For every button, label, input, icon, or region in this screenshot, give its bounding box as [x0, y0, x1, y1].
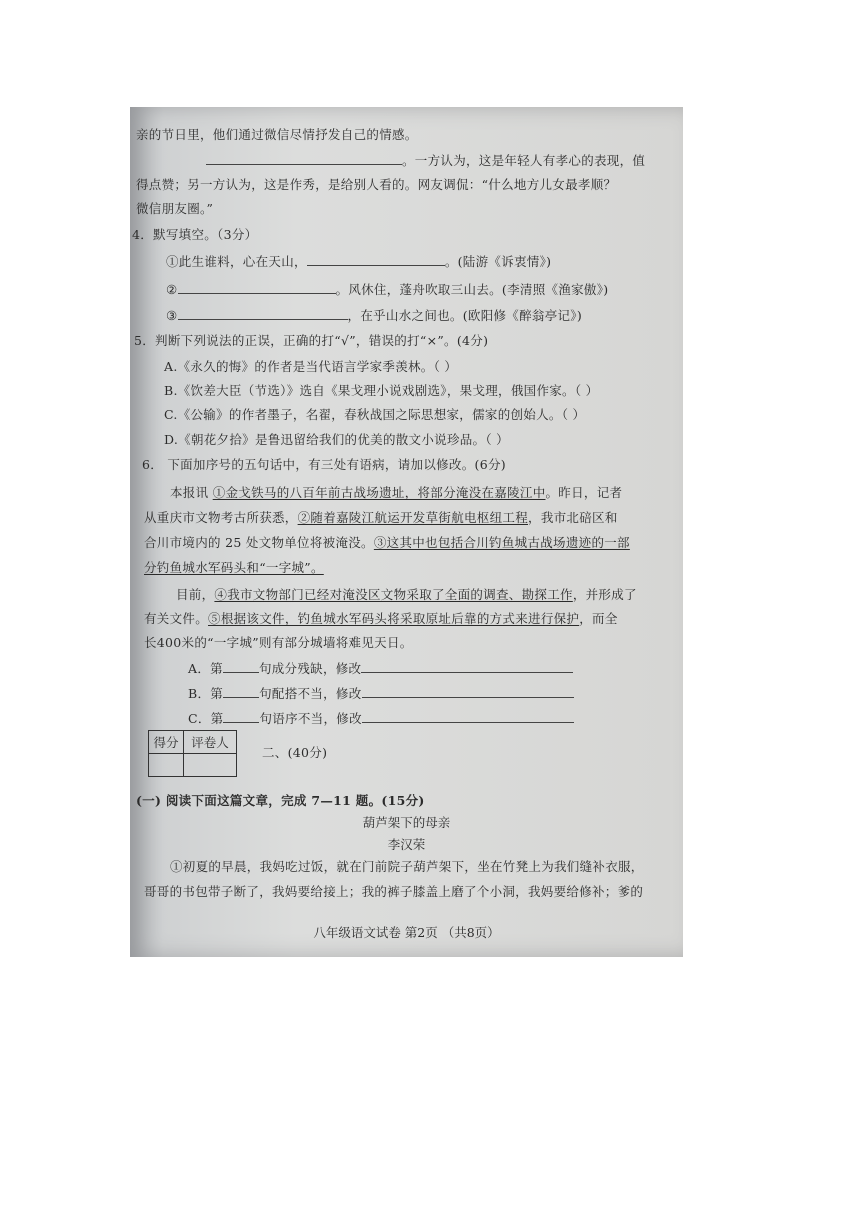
q4-item-2: [166, 281, 608, 298]
q6-para1-line4: [144, 560, 324, 576]
intro-line-2-text: 。一方认为，这是年轻人有孝心的表现，值: [402, 153, 646, 168]
q6-text: ，并形成了: [572, 587, 637, 602]
q4-item-1-after: 。(陆游《诉衷情》): [444, 254, 552, 269]
sentence-2: ②随着嘉陵江航运开发草街航电枢纽工程: [297, 510, 529, 525]
q6-para1-line1: [170, 485, 622, 501]
q6-text: ，而全: [579, 611, 618, 626]
answer-blank[interactable]: [362, 685, 574, 698]
q6-text: ，我市北碚区和: [528, 510, 618, 525]
q5-option-b: B.《饮差大臣（节选）》选自《果戈理小说戏剧选》，果戈理，俄国作家。（ ）: [164, 383, 599, 398]
page-footer: 八年级语文试卷 第2页 （共8页）: [313, 925, 500, 940]
q4-title: 4．默写填空。（3分）: [132, 227, 258, 242]
score-cell[interactable]: [149, 754, 184, 777]
article-author: 李汉荣: [387, 837, 426, 852]
answer-label: A．第: [188, 661, 223, 676]
answer-text: 句配搭不当，修改: [259, 686, 362, 701]
reading-instruction: (一) 阅读下面这篇文章，完成 7—11 题。(15分): [136, 793, 425, 808]
answer-blank[interactable]: [178, 307, 348, 320]
sentence-5: ⑤根据该文件，钓鱼城水军码头将采取原址后靠的方式来进行保护: [208, 611, 580, 626]
q6-text: 从重庆市文物考古所获悉，: [144, 510, 298, 525]
answer-text: 句成分残缺，修改: [258, 661, 362, 676]
q4-item-2-after: 。风休住，蓬舟吹取三山去。(李清照《渔家傲》): [335, 282, 609, 297]
intro-line-1: 亲的节日里，他们通过微信尽情抒发自己的情感。: [136, 127, 418, 142]
intro-line-3: 得点赞；另一方认为，这是作秀，是给别人看的。网友调侃：“什么地方儿女最孝顺？: [136, 177, 617, 192]
q5-title: 5．判断下列说法的正误，正确的打“√”，错误的打“×”。(4分): [134, 333, 489, 348]
answer-blank[interactable]: [361, 660, 573, 673]
q5-option-c: C.《公输》的作者墨子，名翟，春秋战国之际思想家，儒家的创始人。（ ）: [164, 407, 586, 422]
answer-text: 句语序不当，修改: [259, 711, 362, 726]
q4-item-3-after: ，在乎山水之间也。(欧阳修《醉翁亭记》): [347, 308, 583, 323]
answer-label: C．第: [188, 711, 224, 726]
q6-tail: 。昨日，记者: [545, 485, 623, 500]
sentence-3-cont: 分钓鱼城水军码头和“一字城”。: [144, 560, 324, 575]
article-title: 葫芦架下的母亲: [362, 815, 451, 830]
answer-blank[interactable]: [206, 152, 402, 165]
q6-answer-b: [188, 685, 574, 702]
answer-blank[interactable]: [223, 660, 259, 673]
q6-answer-a: [188, 660, 573, 677]
q5-option-a: A.《永久的悔》的作者是当代语言学家季羡林。（ ）: [164, 359, 458, 374]
exam-page: [130, 107, 683, 957]
section-2-title: 二、(40分): [262, 745, 328, 760]
score-header: 得分: [149, 731, 184, 754]
q6-answer-c: [188, 710, 574, 727]
answer-blank[interactable]: [223, 685, 259, 698]
score-box: [148, 730, 237, 777]
q4-item-3: [166, 307, 582, 324]
grader-cell[interactable]: [184, 754, 237, 777]
q4-item-1-before: ①此生谁料，心在天山，: [166, 254, 307, 269]
q6-para1-line2: [144, 510, 618, 526]
answer-blank[interactable]: [362, 710, 574, 723]
q6-text: 合川市境内的 25 处文物单位将被淹没。: [144, 535, 374, 550]
q6-para1-line3: [144, 535, 630, 551]
intro-line-4: 微信朋友圈。”: [136, 201, 214, 216]
q4-item-1: [166, 253, 551, 270]
q6-title: 6． 下面加序号的五句话中，有三处有语病，请加以修改。(6分): [142, 457, 506, 472]
q5-option-d: D.《朝花夕拾》是鲁迅留给我们的优美的散文小说珍品。（ ）: [164, 432, 509, 447]
q4-item-2-before: ②: [166, 282, 178, 297]
grader-header: 评卷人: [184, 731, 237, 754]
q4-item-3-before: ③: [166, 308, 178, 323]
answer-blank[interactable]: [178, 281, 336, 294]
sentence-3: ③这其中也包括合川钓鱼城古战场遗迹的一部: [373, 535, 630, 550]
q6-para2-line2: [144, 611, 618, 627]
q6-text: 有关文件。: [144, 611, 209, 626]
q6-para2-line3: 长400米的“一字城”则有部分城墙将难见天日。: [144, 635, 413, 650]
q6-lead: 本报讯: [170, 485, 213, 500]
article-para-1-line-1: ①初夏的早晨，我妈吃过饭，就在门前院子葫芦架下，坐在竹凳上为我们缝补衣服，: [170, 859, 644, 874]
answer-blank[interactable]: [223, 710, 259, 723]
sentence-1: ①金戈铁马的八百年前古战场遗址，将部分淹没在嘉陵江中: [212, 485, 546, 500]
intro-line-2: [206, 152, 645, 169]
q6-text: 目前，: [176, 587, 215, 602]
sentence-4: ④我市文物部门已经对淹没区文物采取了全面的调查、勘探工作: [214, 587, 573, 602]
article-para-1-line-2: 哥哥的书包带子断了，我妈要给接上；我的裤子膝盖上磨了个小洞，我妈要给修补；爹的: [144, 884, 644, 899]
answer-blank[interactable]: [307, 253, 445, 266]
answer-label: B．第: [188, 686, 224, 701]
q6-para2-line1: [176, 587, 637, 603]
